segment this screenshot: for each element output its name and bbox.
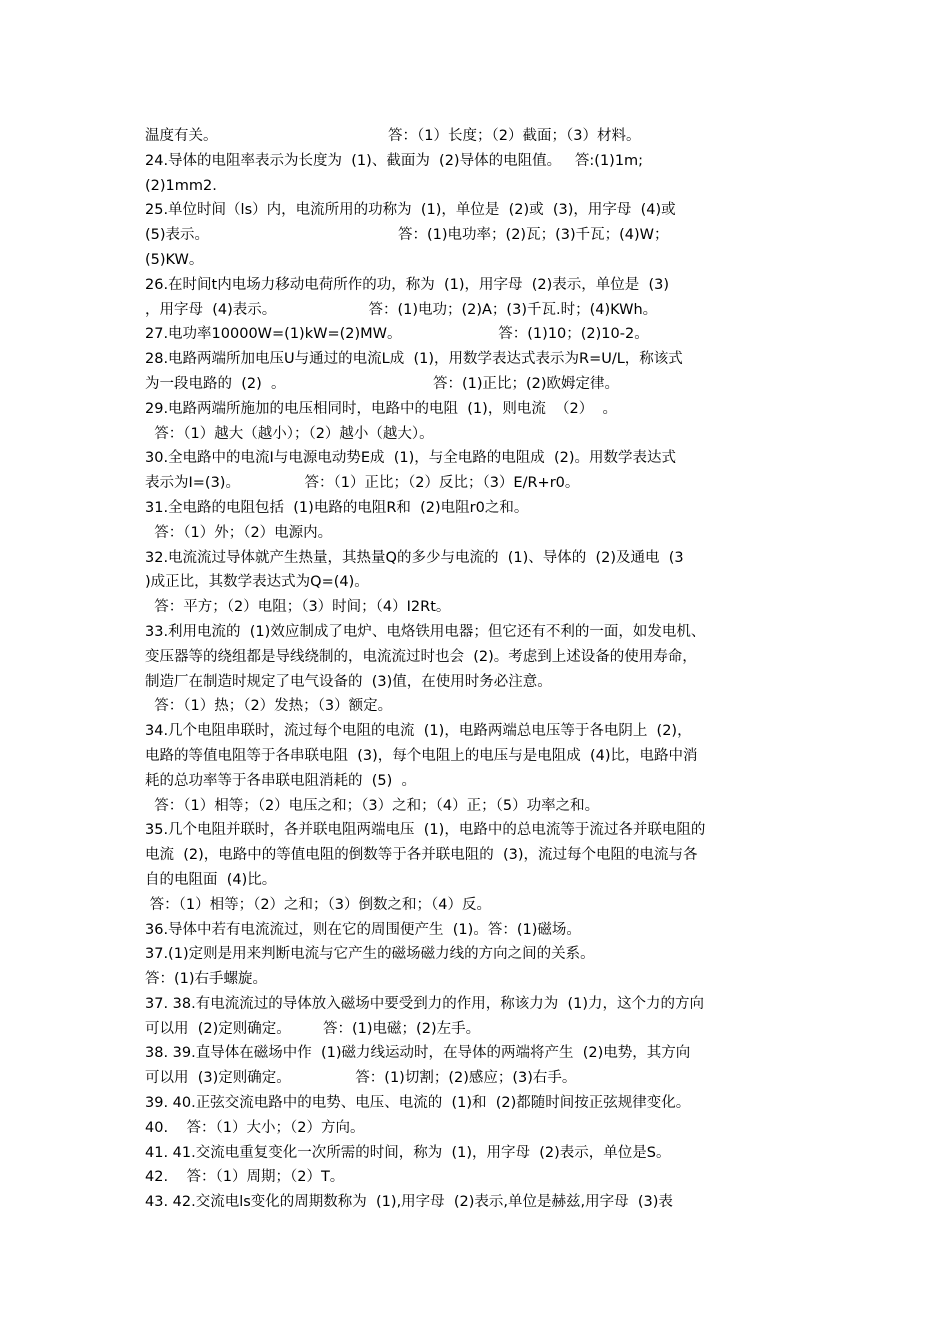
- text-line: ，用字母 (4)表示。 答：(1)电功；(2)A；(3)千瓦.时；(4)KWh。: [145, 301, 658, 318]
- text-line: 为一段电路的 (2) 。 答：(1)正比；(2)欧姆定律。: [145, 375, 620, 392]
- text-line: 答：（1）热；（2）发热；（3）额定。: [145, 698, 393, 715]
- text-line: 可以用 (3)定则确定。 答：(1)切割；(2)感应；(3)右手。: [145, 1070, 577, 1087]
- text-line: 表示为I=(3)。 答：（1）正比；（2）反比；（3）E/R+r0。: [145, 475, 580, 492]
- text-line: 29.电路两端所施加的电压相同时，电路中的电阻 (1)，则电流 （2） 。: [145, 400, 617, 417]
- text-line: 41. 41.交流电重复变化一次所需的时间，称为 (1)，用字母 (2)表示，单位是S。: [145, 1144, 671, 1161]
- text-line: 40. 答：（1）大小；（2）方向。: [145, 1119, 365, 1136]
- text-line: 39. 40.正弦交流电路中的电势、电压、电流的 (1)和 (2)都随时间按正弦规律变化。: [145, 1095, 691, 1112]
- text-line: 34.几个电阻串联时，流过每个电阻的电流 (1)，电路两端总电压等于各电阴上 (2)，: [145, 723, 692, 740]
- text-line: 答：（1）越大（越小）；（2）越小（越大）。: [145, 425, 434, 442]
- text-line: (5)表示。 答：(1)电功率；(2)瓦；(3)千瓦；(4)W；: [145, 227, 669, 244]
- text-line: 37. 38.有电流流过的导体放入磁场中要受到力的作用，称该力为 (1)力，这个力的方向: [145, 995, 704, 1012]
- text-line: 电流 (2)，电路中的等值电阻的倒数等于各并联电阻的 (3)，流过每个电阻的电流与各: [145, 847, 698, 864]
- text-line: (2)1mm2.: [145, 177, 217, 194]
- text-line: 30.全电路中的电流I与电源电动势E成 (1)，与全电路的电阻成 (2)。用数学表达式: [145, 450, 677, 467]
- text-line: 36.导体中若有电流流过，则在它的周围便产生 (1)。答：(1)磁场。: [145, 921, 581, 938]
- text-line: 32.电流流过导体就产生热量，其热量Q的多少与电流的 (1)、导体的 (2)及通电 (3: [145, 549, 684, 566]
- text-line: 25.单位时间（ls）内，电流所用的功称为 (1)，单位是 (2)或 (3)，用字母 (4)或: [145, 202, 676, 219]
- text-line: (5)KW。: [145, 251, 204, 268]
- text-line: )成正比，其数学表达式为Q=(4)。: [145, 574, 369, 591]
- text-line: 电路的等值电阻等于各串联电阻 (3)，每个电阻上的电压与是电阻成 (4)比，电路中消: [145, 747, 698, 764]
- text-line: 答：（1）相等；（2）之和；（3）倒数之和；（4）反。: [145, 896, 492, 913]
- text-line: 答：（1）外；（2）电源内。: [145, 524, 333, 541]
- text-line: 37.(1)定则是用来判断电流与它产生的磁场磁力线的方向之间的关系。: [145, 946, 595, 963]
- text-line: 43. 42.交流电ls变化的周期数称为 (1),用字母 (2)表示,单位是赫兹,用字母 (3)表: [145, 1194, 673, 1211]
- text-line: 33.利用电流的 (1)效应制成了电炉、电烙铁用电器；但它还有不利的一面，如发电机、: [145, 623, 706, 640]
- text-line: 28.电路两端所加电压U与通过的电流L成 (1)，用数学表达式表示为R=U/L，称该式: [145, 351, 683, 368]
- text-line: 答：平方；（2）电阻；（3）时间；（4）I2Rt。: [145, 599, 451, 616]
- text-line: 24.导体的电阻率表示为长度为 (1)、截面为 (2)导体的电阻值。 答:(1)1m;: [145, 152, 644, 169]
- text-line: 42. 答：（1）周期；（2）T。: [145, 1169, 345, 1186]
- text-line: 26.在时间t内电场力移动电荷所作的功，称为 (1)，用字母 (2)表示，单位是 (3): [145, 276, 670, 293]
- text-line: 自的电阻面 (4)比。: [145, 871, 277, 888]
- text-line: 可以用 (2)定则确定。 答：(1)电磁；(2)左手。: [145, 1020, 481, 1037]
- text-line: 答：（1）相等；（2）电压之和；（3）之和；（4）正；（5）功率之和。: [145, 797, 600, 814]
- document-page: [145, 124, 807, 1215]
- text-line: 耗的总功率等于各串联电阻消耗的 (5) 。: [145, 772, 416, 789]
- text-line: 35.几个电阻并联时，各并联电阻两端电压 (1)，电路中的总电流等于流过各并联电阻的: [145, 822, 706, 839]
- text-line: 31.全电路的电阻包括 (1)电路的电阻R和 (2)电阻r0之和。: [145, 499, 529, 516]
- text-line: 变压器等的绕组都是导线绕制的，电流流过时也会 (2)。考虑到上述设备的使用寿命，: [145, 648, 697, 665]
- text-line: 38. 39.直导体在磁场中作 (1)磁力线运动时，在导体的两端将产生 (2)电势，其方向: [145, 1045, 691, 1062]
- text-line: 27.电功率10000W=(1)kW=(2)MW。 答：(1)10；(2)10-2。: [145, 326, 649, 343]
- text-line: 制造厂在制造时规定了电气设备的 (3)值，在使用时务必注意。: [145, 673, 552, 690]
- text-line: 答：(1)右手螺旋。: [145, 971, 268, 988]
- text-line: 温度有关。 答：（1）长度；（2）截面；（3）材料。: [145, 128, 641, 144]
